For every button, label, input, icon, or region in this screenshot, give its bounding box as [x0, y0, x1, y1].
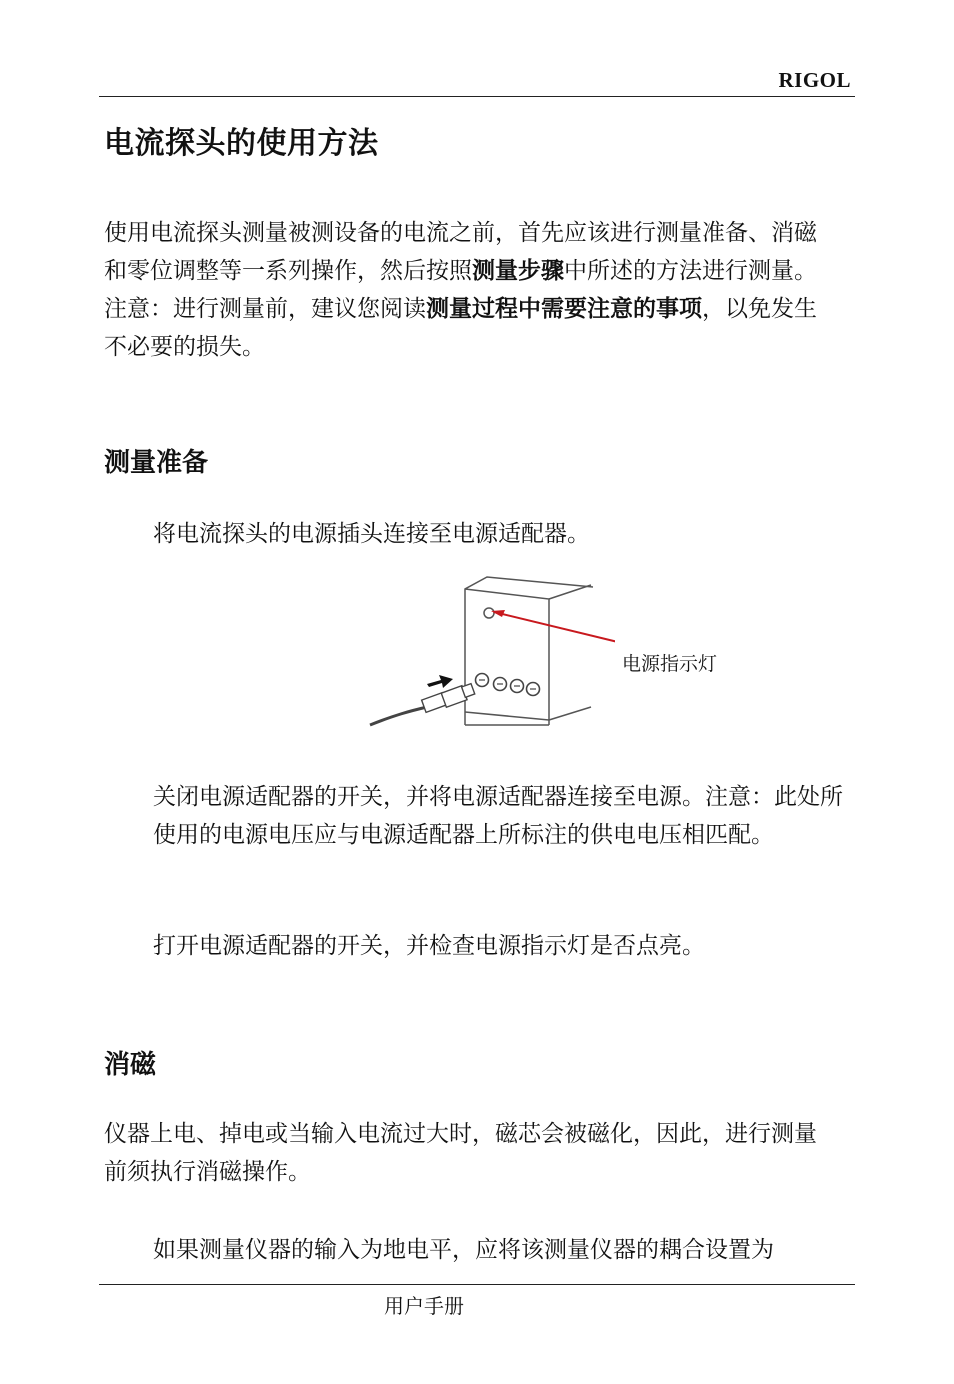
link-measurement-notes: 测量过程中需要注意的事项 — [426, 296, 702, 322]
power-adapter-illustration — [365, 575, 615, 745]
prep-step-1: 将电流探头的电源插头连接至电源适配器。 — [153, 521, 590, 547]
figure-label-power-indicator: 电源指示灯 — [622, 653, 718, 675]
brand-logo: RIGOL — [778, 68, 851, 92]
page-title: 电流探头的使用方法 — [104, 126, 379, 161]
footer-rule — [99, 1284, 855, 1285]
prep-step-3: 打开电源适配器的开关，并检查电源指示灯是否点亮。 — [153, 933, 705, 959]
degauss-paragraph-2: 如果测量仪器的输入为地电平，应将该测量仪器的耦合设置为 — [153, 1237, 774, 1263]
header-rule — [99, 96, 855, 97]
prep-step-2: 关闭电源适配器的开关，并将电源适配器连接至电源。注意：此处所使用的电源电压应与电源适配器上所标注的供电电压相匹配。 — [153, 784, 843, 848]
link-measurement-steps: 测量步骤 — [472, 258, 564, 284]
indicator-pointer-line — [494, 612, 615, 650]
footer-text: 用户手册 — [384, 1294, 464, 1318]
intro-text-2: 中所述的方法进行测量。注意：进行测量前，建议您阅读 — [104, 258, 817, 322]
section-heading-preparation: 测量准备 — [104, 448, 209, 478]
probe-plug — [370, 684, 475, 725]
insert-arrow-icon — [427, 675, 453, 688]
socket-row — [476, 674, 540, 696]
intro-paragraph — [104, 214, 839, 366]
power-indicator-led — [484, 608, 494, 618]
section-heading-degauss: 消磁 — [104, 1050, 157, 1080]
adapter-box — [465, 577, 593, 725]
degauss-paragraph-1: 仪器上电、掉电或当输入电流过大时，磁芯会被磁化，因此，进行测量前须执行消磁操作。 — [104, 1121, 817, 1185]
intro-text-1: 使用电流探头测量被测设备的电流之前，首先应该进行测量准备、消磁和零位调整等一系列操作，然后按照 — [104, 220, 817, 284]
intro-text-3: ，以免发生不必要的损失。 — [104, 296, 817, 360]
